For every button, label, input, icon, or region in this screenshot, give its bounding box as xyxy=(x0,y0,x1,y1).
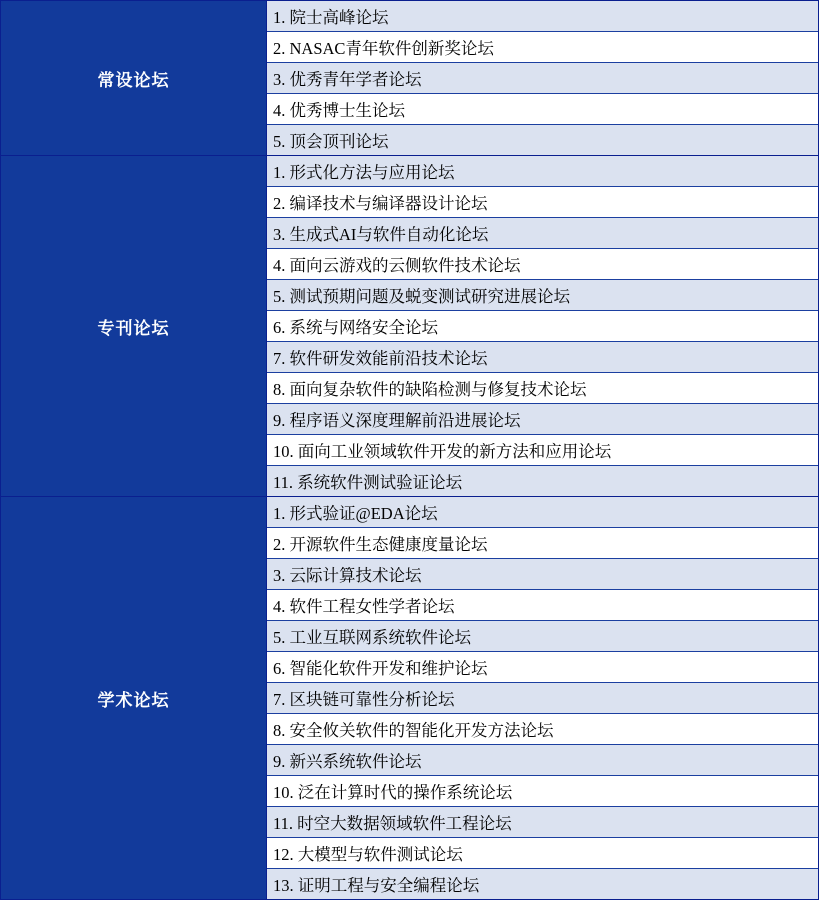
items-cell-1 xyxy=(267,156,819,497)
forum-item-label: 10. 面向工业领域软件开发的新方法和应用论坛 xyxy=(267,435,818,466)
items-cell-0 xyxy=(267,1,819,156)
list-item xyxy=(267,32,818,63)
list-item xyxy=(267,187,818,218)
list-item xyxy=(267,1,818,32)
forum-item-label: 9. 新兴系统软件论坛 xyxy=(267,745,818,776)
forum-item-label: 1. 院士高峰论坛 xyxy=(267,1,818,32)
list-item xyxy=(267,776,818,807)
list-item xyxy=(267,869,818,900)
forum-item-label: 1. 形式化方法与应用论坛 xyxy=(267,156,818,187)
items-cell-2 xyxy=(267,497,819,900)
forum-item-label: 4. 面向云游戏的云侧软件技术论坛 xyxy=(267,249,818,280)
list-item xyxy=(267,621,818,652)
forum-section-row xyxy=(1,156,819,497)
category-label-cell-1: 专刊论坛 xyxy=(1,156,267,497)
list-item xyxy=(267,280,818,311)
forum-item-label: 5. 测试预期问题及蜕变测试研究进展论坛 xyxy=(267,280,818,311)
forum-table-body xyxy=(1,1,819,900)
forum-item-label: 2. 开源软件生态健康度量论坛 xyxy=(267,528,818,559)
forum-item-label: 7. 区块链可靠性分析论坛 xyxy=(267,683,818,714)
list-item xyxy=(267,714,818,745)
forum-item-label: 4. 软件工程女性学者论坛 xyxy=(267,590,818,621)
forum-item-label: 1. 形式验证@EDA论坛 xyxy=(267,497,818,528)
list-item xyxy=(267,838,818,869)
list-item xyxy=(267,435,818,466)
list-item xyxy=(267,218,818,249)
list-item xyxy=(267,652,818,683)
forum-item-label: 6. 系统与网络安全论坛 xyxy=(267,311,818,342)
list-item xyxy=(267,745,818,776)
list-item xyxy=(267,342,818,373)
forum-item-label: 8. 安全攸关软件的智能化开发方法论坛 xyxy=(267,714,818,745)
items-list-2 xyxy=(267,497,818,899)
list-item xyxy=(267,528,818,559)
forum-section-row xyxy=(1,1,819,156)
list-item xyxy=(267,125,818,156)
forum-item-label: 5. 工业互联网系统软件论坛 xyxy=(267,621,818,652)
forum-item-label: 11. 系统软件测试验证论坛 xyxy=(267,466,818,497)
forum-item-label: 5. 顶会顶刊论坛 xyxy=(267,125,818,156)
forum-item-label: 10. 泛在计算时代的操作系统论坛 xyxy=(267,776,818,807)
list-item xyxy=(267,311,818,342)
list-item xyxy=(267,94,818,125)
list-item xyxy=(267,373,818,404)
list-item xyxy=(267,466,818,497)
forum-item-label: 13. 证明工程与安全编程论坛 xyxy=(267,869,818,900)
forum-item-label: 8. 面向复杂软件的缺陷检测与修复技术论坛 xyxy=(267,373,818,404)
forum-item-label: 11. 时空大数据领域软件工程论坛 xyxy=(267,807,818,838)
forum-item-label: 3. 云际计算技术论坛 xyxy=(267,559,818,590)
forum-item-label: 2. NASAC青年软件创新奖论坛 xyxy=(267,32,818,63)
list-item xyxy=(267,559,818,590)
forum-item-label: 12. 大模型与软件测试论坛 xyxy=(267,838,818,869)
list-item xyxy=(267,249,818,280)
list-item xyxy=(267,497,818,528)
list-item xyxy=(267,156,818,187)
category-label-cell-0: 常设论坛 xyxy=(1,1,267,156)
forum-item-label: 9. 程序语义深度理解前沿进展论坛 xyxy=(267,404,818,435)
forum-item-label: 6. 智能化软件开发和维护论坛 xyxy=(267,652,818,683)
forum-item-label: 2. 编译技术与编译器设计论坛 xyxy=(267,187,818,218)
category-label-cell-2: 学术论坛 xyxy=(1,497,267,900)
forum-item-label: 7. 软件研发效能前沿技术论坛 xyxy=(267,342,818,373)
list-item xyxy=(267,683,818,714)
list-item xyxy=(267,590,818,621)
forum-item-label: 4. 优秀博士生论坛 xyxy=(267,94,818,125)
forum-item-label: 3. 优秀青年学者论坛 xyxy=(267,63,818,94)
list-item xyxy=(267,63,818,94)
items-list-1 xyxy=(267,156,818,496)
forum-item-label: 3. 生成式AI与软件自动化论坛 xyxy=(267,218,818,249)
items-list-0 xyxy=(267,1,818,155)
list-item xyxy=(267,807,818,838)
forum-section-row xyxy=(1,497,819,900)
list-item xyxy=(267,404,818,435)
